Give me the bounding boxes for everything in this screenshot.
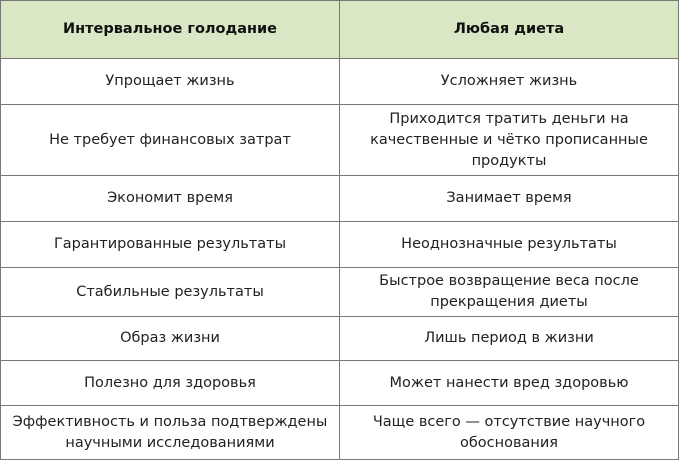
cell-diet: Может нанести вред здоровью [340,361,679,406]
table-row [1,317,679,361]
cell-fasting: Эффективность и польза подтверждены научными исследованиями [1,406,340,460]
cell-fasting: Упрощает жизнь [1,59,340,105]
table-row [1,176,679,222]
cell-diet: Неоднозначные результаты [340,222,679,268]
table-row [1,268,679,317]
table-row [1,105,679,176]
cell-diet: Приходится тратить деньги на качественные и чётко прописанные продукты [340,105,679,176]
cell-fasting: Полезно для здоровья [1,361,340,406]
table-row [1,406,679,460]
table-row [1,59,679,105]
header-any-diet: Любая диета [340,1,679,59]
header-intermittent-fasting: Интервальное голодание [1,1,340,59]
table-row [1,361,679,406]
cell-diet: Усложняет жизнь [340,59,679,105]
table-body [1,59,679,460]
cell-fasting: Гарантированные результаты [1,222,340,268]
cell-fasting: Не требует финансовых затрат [1,105,340,176]
cell-diet: Быстрое возвращение веса после прекращения диеты [340,268,679,317]
header-row [1,1,679,59]
cell-diet: Лишь период в жизни [340,317,679,361]
cell-diet: Занимает время [340,176,679,222]
cell-fasting: Экономит время [1,176,340,222]
cell-diet: Чаще всего — отсутствие научного обоснования [340,406,679,460]
cell-fasting: Стабильные результаты [1,268,340,317]
table-header [1,1,679,59]
table-row [1,222,679,268]
cell-fasting: Образ жизни [1,317,340,361]
